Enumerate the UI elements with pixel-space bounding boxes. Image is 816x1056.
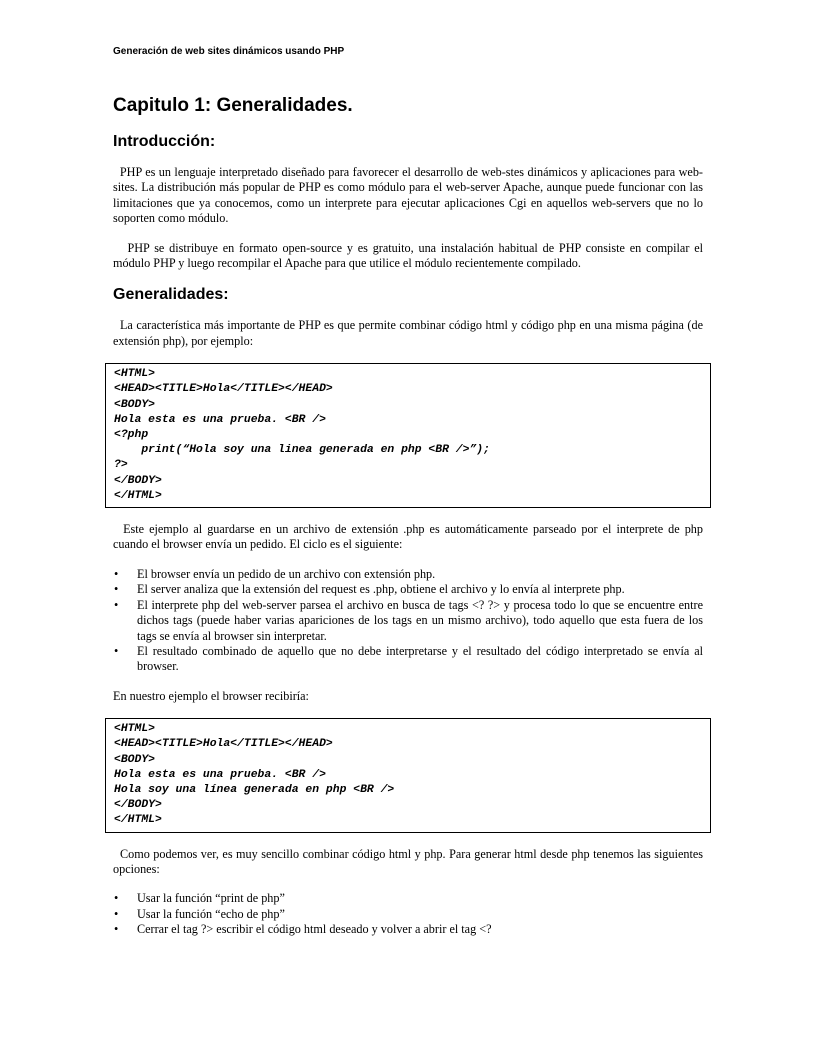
code-line: <?php	[114, 429, 149, 442]
general-heading: Generalidades:	[113, 286, 229, 304]
code-line: Hola soy una línea generada en php <BR />	[114, 783, 395, 796]
bullet-icon: •	[114, 906, 119, 921]
general-paragraph-1: La característica más importante de PHP es que permite combinar código html y código php en una misma página (de extensión php), por ejemplo:	[113, 318, 703, 348]
general-paragraph-4: Como podemos ver, es muy sencillo combinar código html y php. Para generar html desde php tenemos las siguientes opciones:	[113, 846, 704, 876]
code-line: <HEAD><TITLE>Hola</TITLE></HEAD>	[114, 383, 333, 396]
general-paragraph-2: Este ejemplo al guardarse en un archivo de extensión .php es automáticamente parseado por el interprete de php cuando el browser envía un pedido. El ciclo es el siguiente:	[113, 522, 703, 552]
code-line: print(“Hola soy una linea generada en php <BR />”);	[114, 444, 490, 457]
bullet-icon: •	[114, 597, 119, 612]
code-line: <HTML>	[114, 723, 156, 736]
list-item: • El browser envía un pedido de un archivo con extensión php.	[114, 566, 436, 581]
code-line: </HTML>	[114, 814, 162, 827]
chapter-title: Capitulo 1: Generalidades.	[113, 95, 353, 116]
code-block-browser-output	[105, 718, 711, 832]
list-item: • Usar la función “echo de php”	[114, 906, 285, 921]
code-line: </HTML>	[114, 489, 162, 502]
bullet-icon: •	[114, 922, 119, 937]
code-line: </BODY>	[114, 474, 162, 487]
bullet-icon: •	[114, 643, 119, 658]
bullet-icon: •	[114, 582, 119, 597]
code-block-php-source	[105, 363, 711, 508]
bullet-icon: •	[114, 891, 119, 906]
request-cycle-list	[113, 567, 703, 675]
list-item: • El resultado combinado de aquello que no debe interpretarse y el resultado del código interpretado se envía al browser.	[114, 643, 703, 674]
code-line: <HEAD><TITLE>Hola</TITLE></HEAD>	[114, 738, 333, 751]
list-item: • Usar la función “print de php”	[114, 891, 285, 906]
code-line: <BODY>	[114, 753, 156, 766]
intro-heading: Introducción:	[113, 133, 216, 150]
general-paragraph-3: En nuestro ejemplo el browser recibiría:	[113, 688, 309, 703]
intro-paragraph-1: PHP es un lenguaje interpretado diseñado para favorecer el desarrollo de web-stes dinámicos y aplicaciones para web-sites. La distribución más popular de PHP es como módulo para el web-server Apache, aunque puede funcionar con las limitaciones que ya conocemos, como un interprete para ejecutar aplicaciones Cgi en aquellos web-servers que no lo soporten como módulo.	[113, 165, 703, 226]
document-body	[113, 94, 703, 952]
html-generation-options-list	[113, 891, 703, 937]
code-line: Hola esta es una prueba. <BR />	[114, 413, 326, 426]
list-item: • El server analiza que la extensión del request es .php, obtiene el archivo y lo envía al interprete php.	[114, 582, 625, 597]
intro-paragraph-2: PHP se distribuye en formato open-source y es gratuito, una instalación habitual de PHP consiste en compilar el módulo PHP y luego recompilar el Apache para que utilice el módulo recientemente compilado.	[113, 240, 703, 271]
page-header: Generación de web sites dinámicos usando PHP	[113, 46, 345, 57]
code-line: <BODY>	[114, 398, 156, 411]
list-item: • Cerrar el tag ?> escribir el código html deseado y volver a abrir el tag <?	[114, 922, 492, 937]
list-item: • El interprete php del web-server parsea el archivo en busca de tags <? ?> y procesa todo lo que se encuentre entre dichos tags (puede haber varias apariciones de los tags en un mismo archivo), todo aquello que esta fuera de los tags se envía al browser sin interpretar.	[114, 597, 703, 643]
code-line: <HTML>	[114, 368, 156, 381]
code-line: ?>	[114, 459, 128, 472]
code-line: Hola esta es una prueba. <BR />	[114, 768, 326, 781]
bullet-icon: •	[114, 566, 119, 581]
code-line: </BODY>	[114, 799, 162, 812]
